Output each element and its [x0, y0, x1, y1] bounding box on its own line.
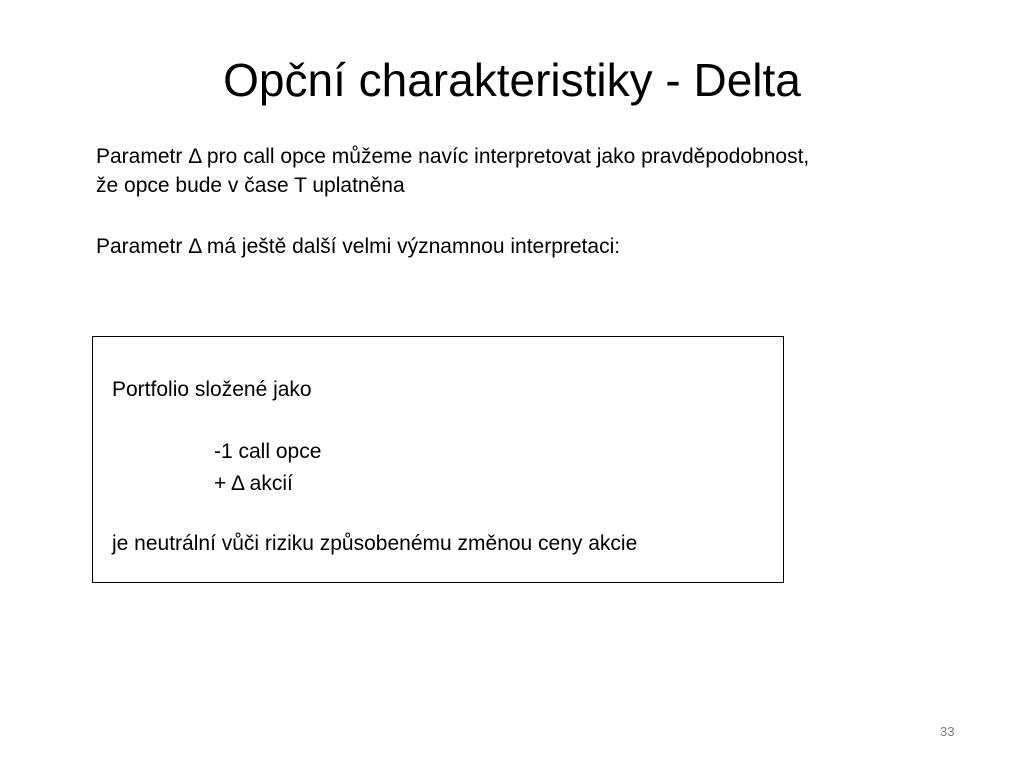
portfolio-conclusion: je neutrální vůči riziku způsobenému změnou ceny akcie: [112, 532, 638, 555]
portfolio-item-call: -1 call opce: [214, 440, 322, 463]
portfolio-intro: Portfolio složené jako: [112, 378, 312, 401]
portfolio-box: [92, 336, 784, 583]
portfolio-item-shares: + Δ akcií: [214, 472, 293, 495]
delta-interpretation-paragraph: Parametr Δ má ještě další velmi významnou interpretaci:: [96, 235, 621, 258]
delta-probability-paragraph: Parametr Δ pro call opce můžeme navíc interpretovat jako pravděpodobnost, že opce bude v čase T uplatněna: [96, 145, 810, 197]
page-number: 33: [940, 724, 955, 739]
slide-title: Opční charakteristiky - Delta: [223, 54, 801, 106]
